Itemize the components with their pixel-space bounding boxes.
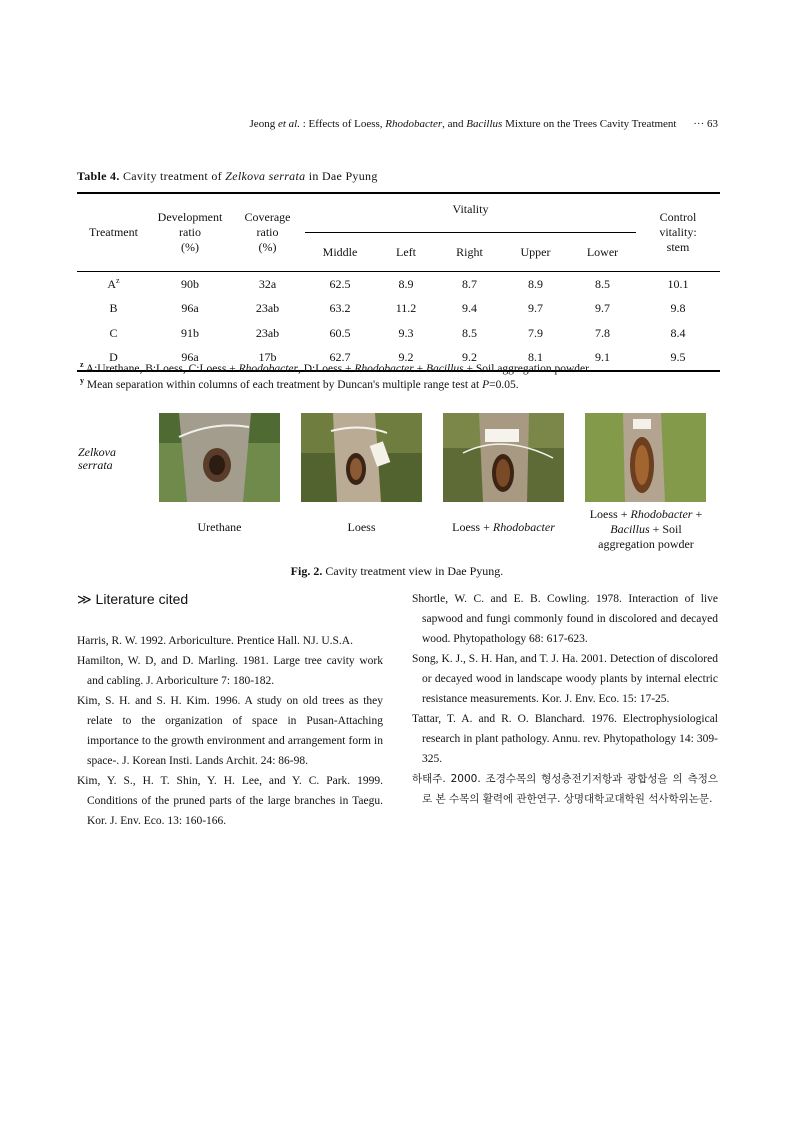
running-head-text: Mixture on the Trees Cavity Treatment	[502, 118, 677, 130]
header-lower: Lower	[569, 233, 636, 272]
cell-upper: 9.7	[528, 301, 543, 316]
literature-heading: ≫ Literature cited	[77, 591, 189, 607]
header-development: Development ratio (%)	[150, 193, 230, 272]
cell-control: 9.5	[670, 350, 686, 365]
table-row	[77, 321, 720, 346]
photo-loess	[301, 413, 422, 502]
cell-lower: 9.7	[595, 301, 610, 316]
photo-urethane	[159, 413, 280, 502]
cell-lower: 8.5	[595, 276, 610, 291]
reference-item: Kim, S. H. and S. H. Kim. 1996. A study on old trees as they relate to the organization of space in Pusan-Attaching importance to the growth environment and arrangement form in space-. J. Korean Insti. Lands Archit. 24: 86-98.	[77, 695, 383, 767]
label-loess-rhodobacter-bacillus: Loess + Rhodobacter + Bacillus + Soil aggregation powder	[589, 507, 703, 551]
cell-control: 10.1	[667, 276, 689, 291]
running-head-text: : Effects of Loess,	[299, 118, 386, 130]
cell-development: 91b	[181, 325, 199, 340]
page-number: ··· 63	[693, 118, 718, 130]
cell-upper: 7.9	[528, 325, 543, 340]
cell-development: 90b	[181, 276, 199, 291]
cell-right: 8.7	[462, 276, 477, 291]
running-head-genus: Rhodobacter	[385, 118, 443, 130]
header-upper: Upper	[502, 233, 569, 272]
header-vitality: Vitality	[305, 193, 636, 233]
cell-coverage: 17b	[258, 350, 277, 365]
references-left-column	[77, 631, 383, 831]
table-caption-label: Table 4.	[77, 169, 120, 183]
header-control: Control vitality: stem	[636, 193, 720, 272]
cell-lower: 9.1	[595, 350, 610, 365]
cell-development: 96a	[181, 350, 199, 365]
reference-item: Tattar, T. A. and R. O. Blanchard. 1976. Electrophysiological research in plant pathology. Annu. rev. Phytopathology 14: 309-325.	[412, 713, 718, 765]
cell-left: 11.2	[395, 301, 417, 316]
table-row	[77, 297, 720, 322]
cell-coverage: 23ab	[255, 301, 280, 316]
cell-right: 8.5	[462, 325, 477, 340]
header-left: Left	[375, 233, 437, 272]
cell-right: 9.4	[462, 301, 477, 316]
photo-loess-rhodobacter	[443, 413, 564, 502]
cell-treatment: C	[109, 325, 118, 340]
references-right-column	[412, 589, 718, 809]
figure-species-label: Zelkova serrata	[78, 445, 116, 472]
label-loess: Loess	[347, 520, 376, 534]
table-caption-text: in Dae Pyung	[305, 169, 378, 183]
reference-item: Kim, Y. S., H. T. Shin, Y. H. Lee, and Y. C. Park. 1999. Conditions of the pruned parts of the large branches in Taegu. Kor. J. Env. Eco. 13: 160-166.	[77, 775, 383, 827]
table-footnote-y: $^y$ Mean separation within columns of each treatment by Duncan's multiple range test at P=0.05.	[80, 376, 519, 391]
header-right: Right	[437, 233, 502, 272]
header-coverage: Coverage ratio (%)	[230, 193, 305, 272]
cell-treatment: D	[109, 350, 118, 365]
cell-middle: 60.5	[329, 325, 351, 340]
cavity-treatment-table	[77, 192, 720, 372]
cell-treatment: B	[109, 301, 118, 316]
running-head-genus: Bacillus	[466, 118, 503, 130]
cell-lower: 7.8	[595, 325, 610, 340]
cell-development: 96a	[181, 301, 199, 316]
reference-item: Shortle, W. C. and E. B. Cowling. 1978. Interaction of live sapwood and fungi commonly found in discolored and decayed wood. Phytopathology 68: 617-623.	[412, 593, 718, 645]
table-row	[77, 272, 720, 297]
photo-loess-rhodobacter-bacillus	[585, 413, 706, 502]
cell-left: 9.2	[398, 350, 414, 365]
table-caption	[77, 169, 378, 184]
cell-middle: 62.7	[329, 350, 351, 365]
label-loess-rhodobacter: Loess + Rhodobacter	[452, 520, 555, 534]
cell-coverage: 32a	[258, 276, 277, 291]
cell-middle: 62.5	[329, 276, 351, 291]
header-treatment: Treatment	[77, 193, 150, 272]
running-head-etal: et al.	[277, 118, 300, 130]
cell-control: 9.8	[670, 301, 686, 316]
cell-left: 8.9	[398, 276, 414, 291]
running-head-text: , and	[442, 118, 467, 130]
reference-item: Song, K. J., S. H. Han, and T. J. Ha. 2001. Detection of discolored or decayed wood in landscape woody plants by internal electric resistance measurements. Kor. J. Env. Eco. 15: 17-25.	[412, 653, 718, 705]
table-caption-text: Cavity treatment of	[119, 169, 226, 183]
reference-item-korean: 하태주. 2000. 조경수목의 형성층전기저항과 광합성을 의 측정으로 본 수목의 활력에 관한연구. 상명대학교대학원 석사학위논문.	[412, 773, 718, 805]
table-caption-species: Zelkova serrata	[225, 169, 306, 183]
running-head-authors: Jeong	[249, 118, 278, 130]
cell-right: 9.2	[462, 350, 477, 365]
reference-item: Harris, R. W. 1992. Arboriculture. Prentice Hall. NJ. U.S.A.	[77, 635, 353, 647]
running-head	[250, 118, 718, 130]
table-footnote-z: $^z$ A:Urethane, B:Loess, C:Loess + Rhodobacter, D:Loess + Rhodobacter + Bacillus + Soil aggregation powder	[80, 360, 589, 375]
cell-upper: 8.1	[528, 350, 543, 365]
label-urethane: Urethane	[197, 520, 242, 534]
cell-middle: 63.2	[329, 301, 351, 316]
reference-item: Hamilton, W. D, and D. Marling. 1981. Large tree cavity work and cabling. J. Arboriculture 7: 180-182.	[77, 655, 383, 687]
cell-treatment: $A^z$	[107, 276, 120, 292]
header-middle: Middle	[305, 233, 375, 272]
cell-control: 8.4	[670, 325, 686, 340]
cell-coverage: 23ab	[255, 325, 280, 340]
cell-left: 9.3	[398, 325, 414, 340]
figure-caption: Fig. 2. Cavity treatment view in Dae Pyung.	[290, 564, 504, 578]
cell-upper: 8.9	[528, 276, 543, 291]
